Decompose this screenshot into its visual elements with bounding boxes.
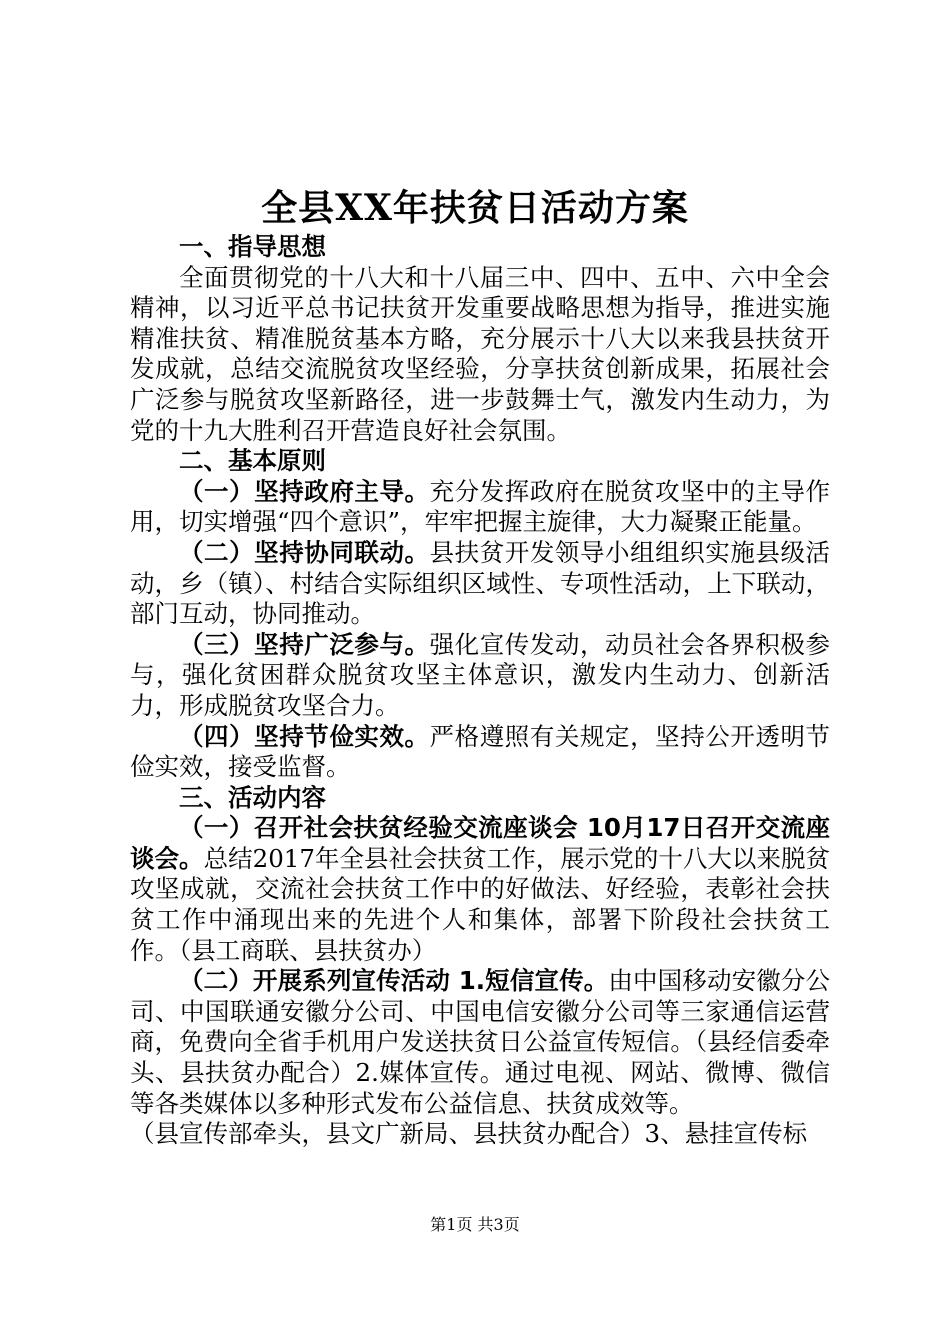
paragraph <box>130 966 830 1119</box>
paragraph-text: 县扶贫开发领导小组组织实施县级活动，乡（镇）、村结合实际组织区域性、专项性活动，上下联动，部门互动，协同推动。 <box>130 537 831 629</box>
paragraph-text: 强化宣传发动，动员社会各界积极参与，强化贫困群众脱贫攻坚主体意识，激发内生动力、创新活力，形成脱贫攻坚合力。 <box>130 629 831 720</box>
paragraph <box>130 477 830 538</box>
document-body <box>130 232 830 1150</box>
section-heading: 三、活动内容 <box>179 782 326 812</box>
page-footer: 第1页 共3页 <box>430 1215 520 1234</box>
paragraph-lead: （二）开展系列宣传活动 1.短信宣传。 <box>179 966 609 996</box>
paragraph <box>130 263 830 447</box>
paragraph-text: 充分发挥政府在脱贫攻坚中的主导作用，切实增强“四个意识”，牢牢把握主旋律，大力凝聚正能量。 <box>130 476 831 537</box>
paragraph <box>130 538 830 630</box>
paragraph-text: 由中国移动安徽分公司、中国联通安徽分公司、中国电信安徽分公司等三家通信运营商，免费向全省手机用户发送扶贫日公益宣传短信。（县经信委牵头、县扶贫办配合）2.媒体宣传。通过电视、网站、微博、微信等各类媒体以多种形式发布公益信息、扶贫成效等。 <box>130 966 831 1118</box>
paragraph-lead: （一）坚持政府主导。 <box>179 476 430 506</box>
paragraph-lead: （一）召开社会扶贫经验交流座谈会 10月17日召开交流座谈会。 <box>130 813 830 873</box>
section-heading: 二、基本原则 <box>179 446 326 476</box>
paragraph-text: 严格遵照有关规定，坚持公开透明节俭实效，接受监督。 <box>130 721 831 782</box>
paragraph-text: 总结2017年全县社会扶贫工作，展示党的十八大以来脱贫攻坚成就，交流社会扶贫工作中的好做法、好经验，表彰社会扶贫工作中涌现出来的先进个人和集体，部署下阶段社会扶贫工作。（县工商联、县扶贫办） <box>130 843 830 965</box>
paragraph <box>130 813 830 966</box>
document-title: 全县XX年扶贫日活动方案 <box>261 187 689 229</box>
paragraph-text: （县宣传部牵头，县文广新局、县扶贫办配合）3、悬挂宣传标 <box>130 1119 808 1149</box>
paragraph-text: 全面贯彻党的十八大和十八届三中、四中、五中、六中全会精神，以习近平总书记扶贫开发重要战略思想为指导，推进实施精准扶贫、精准脱贫基本方略，充分展示十八大以来我县扶贫开发成就，总结交流脱贫攻坚经验，分享扶贫创新成果，拓展社会广泛参与脱贫攻坚新路径，进一步鼓舞士气，激发内生动力，为党的十九大胜利召开营造良好社会氛围。 <box>130 262 830 445</box>
paragraph-lead: （二）坚持协同联动。 <box>179 537 430 567</box>
paragraph <box>130 1119 830 1150</box>
paragraph <box>130 630 830 722</box>
paragraph-lead: （四）坚持节俭实效。 <box>179 721 430 751</box>
section-heading: 一、指导思想 <box>179 232 326 261</box>
paragraph-lead: （三）坚持广泛参与。 <box>179 629 430 659</box>
paragraph <box>130 722 830 783</box>
